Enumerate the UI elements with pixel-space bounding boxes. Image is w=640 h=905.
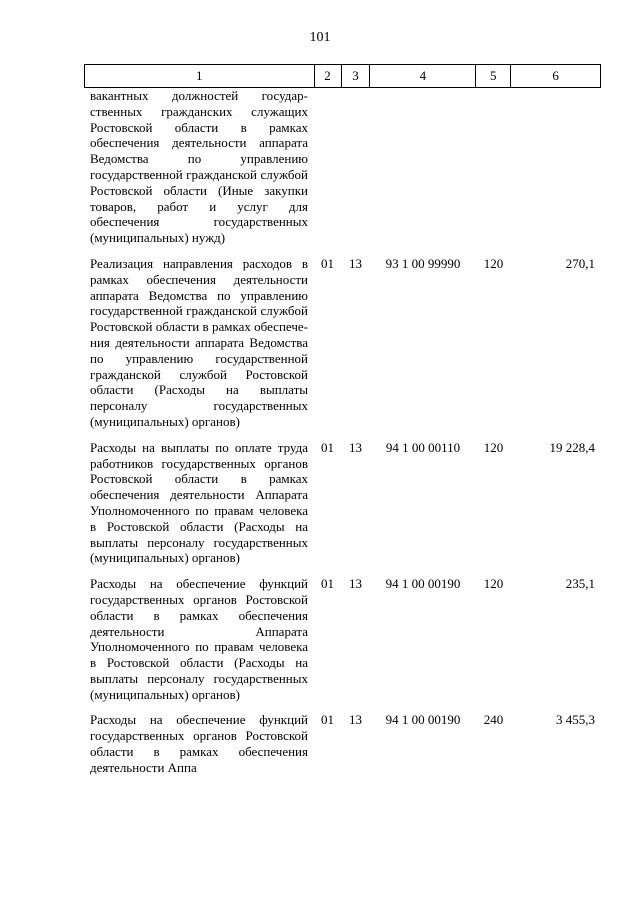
- row-section: 01: [321, 255, 334, 271]
- row-description: Расходы на обеспечение функций государственных органов Ростовской области в рамках обеспечения деятельности Аппа: [90, 712, 308, 775]
- row-expense-type: 120: [483, 255, 504, 271]
- column-header-5: 5: [476, 65, 511, 87]
- row-expense-type: 120: [483, 439, 504, 455]
- row-target-code: 93 1 00 99990: [385, 255, 461, 271]
- row-expense-type: [476, 88, 511, 246]
- row-description: вакантных должностей государственных гражданских служащих Ростовской области в рамках обеспечения деятельности аппарата Ведомства по управлению государственной гражданской службой Ростовской области (Иные закупки товаров, работ и услуг для обеспечения государственных (муниципальных) нужд): [90, 88, 308, 246]
- column-header-3: 3: [342, 65, 371, 87]
- row-subsection: 13: [349, 439, 362, 455]
- row-amount: 3 455,3: [556, 712, 595, 728]
- row-section: 01: [321, 576, 334, 592]
- row-section: [314, 88, 341, 246]
- row-amount: [511, 88, 601, 246]
- table-row: [84, 712, 601, 775]
- budget-table: [84, 64, 601, 776]
- column-header-6: 6: [511, 65, 601, 87]
- row-description: Расходы на выплаты по оплате труда работников государственных органов Ростовской области в рамках обеспечения деятельности Аппарата Уполномоченного по правам человека в Ростовской области (Расходы на выплаты персоналу государственных (муниципальных) органов): [90, 439, 308, 566]
- page-number: 101: [309, 30, 331, 45]
- row-expense-type: 240: [483, 712, 504, 728]
- column-header-4: 4: [370, 65, 476, 87]
- column-header-1: 1: [85, 65, 315, 87]
- table-header: [84, 64, 601, 88]
- row-amount: 270,1: [565, 255, 595, 271]
- row-subsection: 13: [349, 712, 362, 728]
- row-subsection: [341, 88, 370, 246]
- column-header-2: 2: [315, 65, 342, 87]
- row-target-code: [370, 88, 476, 246]
- table-row: [84, 88, 601, 246]
- row-target-code: 94 1 00 00110: [385, 439, 461, 455]
- row-subsection: 13: [349, 255, 362, 271]
- row-section: 01: [321, 712, 334, 728]
- row-amount: 235,1: [565, 576, 595, 592]
- table-row: [84, 256, 601, 430]
- row-target-code: 94 1 00 00190: [385, 576, 461, 592]
- row-target-code: 94 1 00 00190: [385, 712, 461, 728]
- row-subsection: 13: [349, 576, 362, 592]
- row-expense-type: 120: [483, 576, 504, 592]
- row-description: Реализация направления расходов в рамках обеспечения деятельности аппарата Ведомства по управлению государственной гражданской службой Ростовской области в рамках обеспечения деятельности аппарата Ведомства по управлению государственной гражданской службой Ростовской области (Расходы на выплаты персоналу государственных (муниципальных) органов): [90, 255, 308, 429]
- row-description: Расходы на обеспечение функций государственных органов Ростовской области в рамках обеспечения деятельности Аппарата Уполномоченного по правам человека в Ростовской области (Расходы на выплаты персоналу государственных (муниципальных) органов): [90, 576, 308, 702]
- row-section: 01: [321, 439, 334, 455]
- table-row: [84, 576, 601, 702]
- row-amount: 19 228,4: [549, 439, 595, 455]
- table-row: [84, 440, 601, 566]
